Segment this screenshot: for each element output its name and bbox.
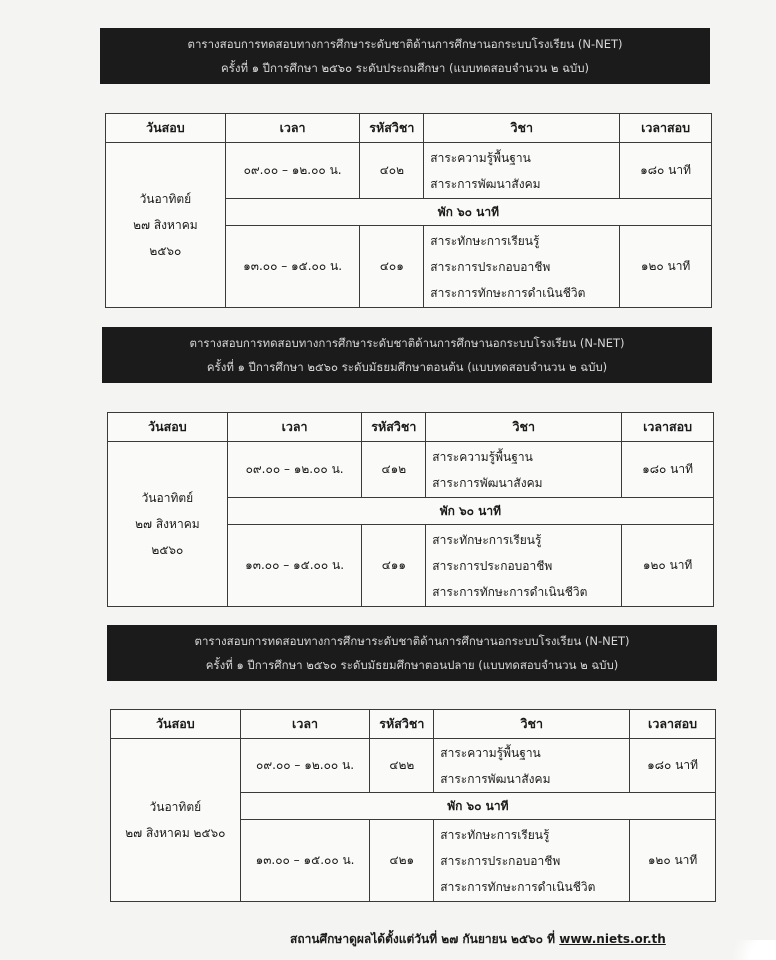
- footer-text: สถานศึกษาดูผลได้ตั้งแต่วันที่ ๒๗ กันยายน ๒๕๖๐ ที่: [290, 932, 560, 946]
- subject-item: สาระการพัฒนาสังคม: [430, 176, 541, 191]
- break-cell: พัก ๖๐ นาที: [225, 199, 711, 226]
- section-2-banner: [102, 327, 712, 383]
- header-subject: วิชา: [426, 413, 622, 442]
- banner-title: ตารางสอบการทดสอบทางการศึกษาระดับชาติด้านการศึกษานอกระบบโรงเรียน (N-NET): [187, 37, 623, 51]
- header-exam-day: วันสอบ: [108, 413, 228, 442]
- duration-cell: ๑๘๐ นาที: [622, 442, 714, 498]
- banner-subtitle: ครั้งที่ ๑ ปีการศึกษา ๒๕๖๐ ระดับประถมศึกษา (แบบทดสอบจำนวน ๒ ฉบับ): [220, 61, 590, 75]
- banner-subtitle: ครั้งที่ ๑ ปีการศึกษา ๒๕๖๐ ระดับมัธยมศึกษาตอนปลาย (แบบทดสอบจำนวน ๒ ฉบับ): [205, 658, 619, 672]
- subject-item: สาระความรู้พื้นฐาน: [432, 449, 533, 464]
- header-duration: เวลาสอบ: [622, 413, 714, 442]
- table-header-row: [106, 114, 712, 143]
- subject-code-cell: ๔๒๒: [370, 739, 434, 793]
- subject-item: สาระทักษะการเรียนรู้: [432, 532, 542, 547]
- niets-website-link[interactable]: www.niets.or.th: [559, 932, 666, 946]
- subject-cell: [426, 442, 622, 498]
- banner-title: ตารางสอบการทดสอบทางการศึกษาระดับชาติด้านการศึกษานอกระบบโรงเรียน (N-NET): [189, 336, 625, 350]
- subject-item: สาระความรู้พื้นฐาน: [440, 745, 541, 760]
- banner-title: ตารางสอบการทดสอบทางการศึกษาระดับชาติด้านการศึกษานอกระบบโรงเรียน (N-NET): [194, 634, 630, 648]
- subject-item: สาระความรู้พื้นฐาน: [430, 150, 531, 165]
- subject-item: สาระทักษะการเรียนรู้: [430, 233, 540, 248]
- exam-day-cell: [106, 143, 226, 308]
- day-line: ๒๕๖๐: [149, 244, 182, 258]
- corner-glare: [716, 940, 776, 960]
- subject-code-cell: ๔๒๑: [370, 820, 434, 902]
- day-line: วันอาทิตย์: [149, 800, 202, 814]
- duration-cell: ๑๘๐ นาที: [630, 739, 716, 793]
- break-cell: พัก ๖๐ นาที: [240, 793, 715, 820]
- subject-item: สาระการทักษะการดำเนินชีวิต: [432, 584, 588, 599]
- exam-schedule-table-upper-secondary: [110, 709, 716, 902]
- header-subject-code: รหัสวิชา: [362, 413, 426, 442]
- subject-cell: [424, 226, 620, 308]
- time-cell: ๐๙.๐๐ – ๑๒.๐๐ น.: [225, 143, 360, 199]
- time-cell: ๐๙.๐๐ – ๑๒.๐๐ น.: [240, 739, 370, 793]
- subject-item: สาระการพัฒนาสังคม: [440, 771, 551, 786]
- subject-code-cell: ๔๐๑: [360, 226, 424, 308]
- duration-cell: ๑๘๐ นาที: [620, 143, 712, 199]
- section-1-banner: [100, 28, 710, 84]
- day-line: ๒๕๖๐: [151, 543, 184, 557]
- header-subject-code: รหัสวิชา: [360, 114, 424, 143]
- header-subject: วิชา: [424, 114, 620, 143]
- header-duration: เวลาสอบ: [620, 114, 712, 143]
- subject-item: สาระการประกอบอาชีพ: [440, 853, 561, 868]
- day-line: วันอาทิตย์: [141, 491, 194, 505]
- day-line: วันอาทิตย์: [139, 192, 192, 206]
- header-subject-code: รหัสวิชา: [370, 710, 434, 739]
- subject-item: สาระทักษะการเรียนรู้: [440, 827, 550, 842]
- exam-schedule-table-lower-secondary: [107, 412, 714, 607]
- duration-cell: ๑๒๐ นาที: [630, 820, 716, 902]
- time-cell: ๑๓.๐๐ – ๑๕.๐๐ น.: [240, 820, 370, 902]
- header-time: เวลา: [240, 710, 370, 739]
- exam-schedule-table-primary: [105, 113, 712, 308]
- subject-cell: [424, 143, 620, 199]
- time-cell: ๑๓.๐๐ – ๑๕.๐๐ น.: [227, 525, 362, 607]
- table-row: [111, 739, 716, 793]
- time-cell: ๑๓.๐๐ – ๑๕.๐๐ น.: [225, 226, 360, 308]
- subject-item: สาระการทักษะการดำเนินชีวิต: [430, 285, 586, 300]
- header-time: เวลา: [227, 413, 362, 442]
- subject-code-cell: ๔๑๑: [362, 525, 426, 607]
- header-time: เวลา: [225, 114, 360, 143]
- table-header-row: [111, 710, 716, 739]
- subject-item: สาระการประกอบอาชีพ: [432, 558, 553, 573]
- subject-code-cell: ๔๑๒: [362, 442, 426, 498]
- header-subject: วิชา: [434, 710, 630, 739]
- table-row: [106, 143, 712, 199]
- subject-item: สาระการพัฒนาสังคม: [432, 475, 543, 490]
- table-row: [108, 442, 714, 498]
- results-announcement-footer: [290, 930, 666, 949]
- section-3-banner: [107, 625, 717, 681]
- subject-item: สาระการทักษะการดำเนินชีวิต: [440, 879, 596, 894]
- table-header-row: [108, 413, 714, 442]
- day-line: ๒๗ สิงหาคม ๒๕๖๐: [125, 826, 226, 840]
- header-duration: เวลาสอบ: [630, 710, 716, 739]
- subject-cell: [434, 739, 630, 793]
- time-cell: ๐๙.๐๐ – ๑๒.๐๐ น.: [227, 442, 362, 498]
- exam-day-cell: [111, 739, 241, 902]
- duration-cell: ๑๒๐ นาที: [622, 525, 714, 607]
- day-line: ๒๗ สิงหาคม: [133, 218, 198, 232]
- break-cell: พัก ๖๐ นาที: [227, 498, 713, 525]
- banner-subtitle: ครั้งที่ ๑ ปีการศึกษา ๒๕๖๐ ระดับมัธยมศึกษาตอนต้น (แบบทดสอบจำนวน ๒ ฉบับ): [206, 360, 608, 374]
- subject-code-cell: ๔๐๒: [360, 143, 424, 199]
- duration-cell: ๑๒๐ นาที: [620, 226, 712, 308]
- exam-day-cell: [108, 442, 228, 607]
- header-exam-day: วันสอบ: [111, 710, 241, 739]
- subject-item: สาระการประกอบอาชีพ: [430, 259, 551, 274]
- header-exam-day: วันสอบ: [106, 114, 226, 143]
- subject-cell: [426, 525, 622, 607]
- day-line: ๒๗ สิงหาคม: [135, 517, 200, 531]
- subject-cell: [434, 820, 630, 902]
